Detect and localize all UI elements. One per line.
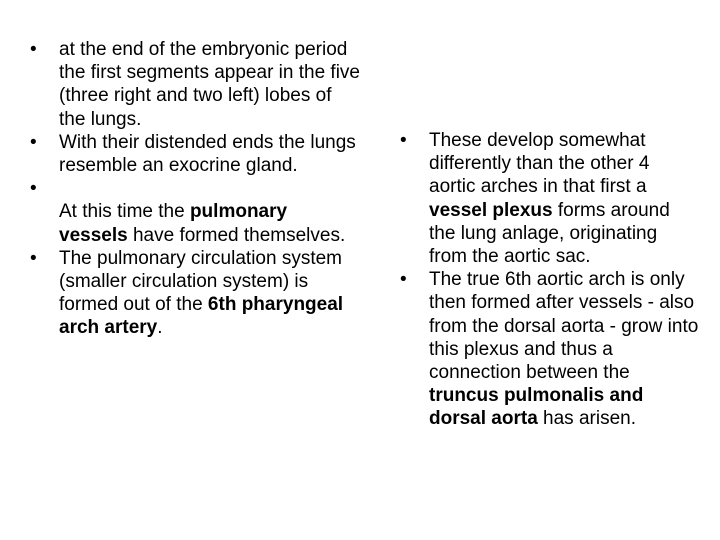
- text-segment: The pulmonary circulation system (smaller circulation system) is formed out of the: [59, 247, 342, 316]
- bullet-text: [59, 200, 360, 246]
- bullet-glyph: •: [30, 131, 37, 153]
- left-bullet-list: [30, 38, 360, 340]
- bold-term-truncus-pulmonalis: truncus pulmonalis and dorsal aorta: [429, 385, 644, 430]
- text-segment: has arisen.: [537, 408, 636, 430]
- text-segment: The true 6th aortic arch is only then formed after vessels - also from the dorsal aorta - grow into this plexus and thus a connection between the: [429, 269, 699, 384]
- empty-line-break: [59, 177, 360, 200]
- text-segment: At this time the: [59, 201, 190, 223]
- bullet-text: With their distended ends the lungs resemble an exocrine gland.: [59, 131, 356, 177]
- right-bullet-item-1: [400, 129, 700, 268]
- bullet-text: [429, 268, 700, 430]
- bold-term-6th-pharyngeal-arch-artery: 6th pharyngeal arch artery: [59, 294, 344, 339]
- text-segment: have formed themselves.: [127, 224, 346, 246]
- bullet-glyph: •: [400, 130, 407, 151]
- bullet-text: at the end of the embryonic period the first segments appear in the five (three right and two left) lobes of the lungs.: [59, 39, 360, 130]
- bold-term-pulmonary-vessels: pulmonary vessels: [59, 201, 288, 246]
- bullet-glyph: •: [30, 247, 37, 269]
- bold-term-vessel-plexus: vessel plexus: [429, 199, 553, 221]
- right-bullet-item-2: [400, 268, 700, 430]
- bullet-glyph: •: [30, 178, 37, 200]
- text-segment: These develop somewhat differently than the other 4 aortic arches in that first a: [429, 130, 650, 198]
- left-bullet-item-3: [30, 177, 360, 247]
- left-bullet-item-2: [30, 131, 360, 177]
- left-bullet-item-4: [30, 247, 360, 340]
- bullet-glyph: •: [400, 269, 407, 291]
- bullet-glyph: •: [30, 39, 37, 60]
- text-segment: .: [157, 317, 163, 339]
- bullet-text: [429, 129, 700, 268]
- left-bullet-item-1: [30, 38, 360, 131]
- right-bullet-list: [400, 129, 700, 431]
- text-segment: forms around the lung anlage, originating from the aortic sac.: [429, 199, 670, 268]
- bullet-text: [59, 247, 360, 340]
